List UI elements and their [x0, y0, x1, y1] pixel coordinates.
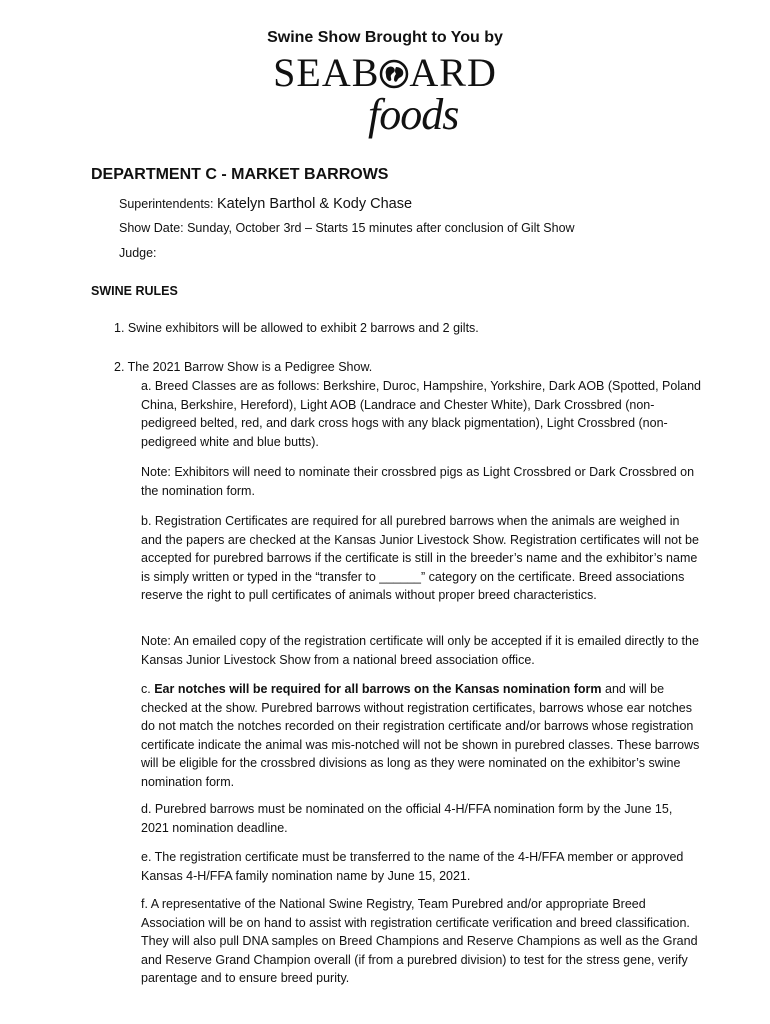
superintendents-line	[119, 196, 412, 212]
rule-1: 1. Swine exhibitors will be allowed to exhibit 2 barrows and 2 gilts.	[114, 321, 479, 335]
rule-2b-note: Note: An emailed copy of the registration certificate will only be accepted if it is emailed directly to the Kansas Junior Livestock Show from a national breed association office.	[141, 634, 699, 667]
rule-2d: d. Purebred barrows must be nominated on the official 4-H/FFA nomination form by the June 15, 2021 nomination deadline.	[141, 802, 673, 835]
rule-2a: a. Breed Classes are as follows: Berkshire, Duroc, Hampshire, Yorkshire, Dark AOB (Spotted, Poland China, Berkshire, Hereford), Light AOB (Landrace and Chester White), Dark Crossbred (non-pedigreed belted, red, and dark cross hogs with any black pigmentation), Light Crossbred (non-pedigreed white and blue butts).	[141, 379, 701, 449]
logo-word-right: ARD	[409, 50, 497, 95]
rule-2a-note: Note: Exhibitors will need to nominate their crossbred pigs as Light Crossbred or Dark Crossbred on the nomination form.	[141, 465, 695, 498]
rule-2c-bold: Ear notches will be required for all barrows on the Kansas nomination form	[154, 682, 602, 696]
logo-word-left: SEAB	[273, 50, 380, 95]
superintendents-names: Katelyn Barthol & Kody Chase	[217, 196, 413, 212]
rule-2f: f. A representative of the National Swine Registry, Team Purebred and/or appropriate Breed Association will be on hand to assist with registration certificate verification and breed classification. They will also pull DNA samples on Breed Champions and Reserve Champions as well as the Grand and Reserve Grand Champion overall (if from a purebred division) to test for the stress gene, verify parentage and to ensure breed purity.	[141, 897, 698, 985]
judge-line: Judge:	[119, 246, 157, 260]
globe-icon	[379, 59, 409, 89]
department-title: DEPARTMENT C - MARKET BARROWS	[91, 166, 389, 183]
rule-2c	[141, 680, 701, 791]
rule-2e: e. The registration certificate must be transferred to the name of the 4-H/FFA member or approved Kansas 4-H/FFA family nomination name by June 15, 2021.	[141, 850, 684, 883]
rules-title: SWINE RULES	[91, 284, 178, 298]
rule-2: 2. The 2021 Barrow Show is a Pedigree Show.	[114, 360, 373, 374]
superintendents-label: Superintendents:	[119, 197, 217, 211]
sponsor-line: Swine Show Brought to You by	[267, 29, 503, 46]
rule-2c-prefix: c.	[141, 682, 155, 696]
foods-logo-text: foods	[368, 90, 459, 139]
rule-2c-rest: and will be checked at the show. Purebred barrows without registration certificates, barrows whose ear notches do not match the notches recorded on their registration certificate and/or barrows whose registration certificate indicate the animal was mis-notched will not be shown in purebred classes. These barrows will be eligible for the crossbred divisions as long as they were nominated on the exhibitor’s swine nomination form.	[141, 682, 700, 789]
rule-2b: b. Registration Certificates are required for all purebred barrows when the animals are weighed in and the papers are checked at the Kansas Junior Livestock Show. Registration certificates will not be accepted for purebred barrows if the certificate is still in the breeder’s name and the exhibitor’s name is simply written or typed in the “transfer to ______” category on the certificate. Breed associations reserve the right to pull certificates of animals without proper breed characteristics.	[141, 514, 699, 602]
show-date: Show Date: Sunday, October 3rd – Starts 15 minutes after conclusion of Gilt Show	[119, 221, 575, 235]
